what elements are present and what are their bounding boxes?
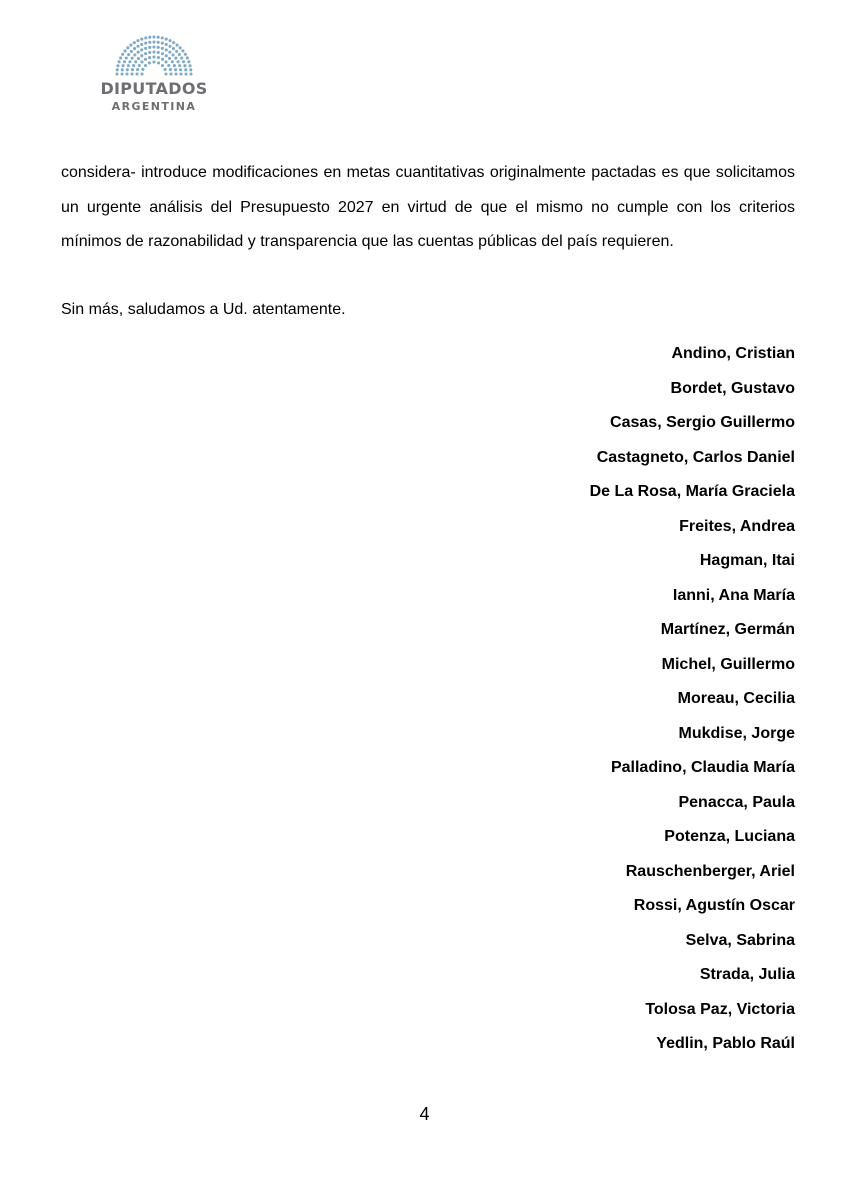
hemicycle-seat-dot	[168, 45, 171, 48]
signatory-name: Bordet, Gustavo	[670, 379, 795, 397]
hemicycle-seat-dot	[148, 41, 151, 44]
hemicycle-seat-dot	[148, 51, 151, 54]
closing-salutation: Sin más, saludamos a Ud. atentamente.	[61, 301, 346, 318]
hemicycle-seat-dot	[138, 64, 141, 67]
hemicycle-seat-dot	[174, 57, 177, 60]
hemicycle-seat-dot	[140, 43, 143, 46]
hemicycle-seat-dot	[123, 60, 126, 63]
hemicycle-seat-dot	[165, 54, 168, 57]
hemicycle-seat-dot	[178, 53, 181, 56]
hemicycle-seat-dot	[164, 60, 167, 63]
hemicycle-seat-dot	[187, 60, 190, 63]
hemicycle-seat-dot	[164, 68, 167, 71]
hemicycle-seat-dot	[127, 64, 130, 67]
signatory-name: Palladino, Claudia María	[610, 759, 795, 776]
hemicycle-seat-dot	[136, 39, 139, 42]
hemicycle-seat-dot	[184, 53, 187, 56]
hemicycle-seat-dot	[136, 68, 139, 71]
hemicycle-seat-dot	[148, 61, 151, 64]
hemicycle-seat-dot	[144, 36, 147, 39]
hemicycle-seat-dot	[165, 48, 168, 51]
hemicycle-seat-dot	[184, 72, 187, 75]
signatory-name: Michel, Guillermo	[661, 655, 795, 673]
hemicycle-seat-dot	[116, 68, 119, 71]
hemicycle-seat-dot	[169, 39, 172, 42]
hemicycle-seat-dot	[171, 60, 174, 63]
hemicycle-seat-dot	[165, 43, 168, 46]
signatory-name: Rossi, Agustín Oscar	[633, 897, 795, 914]
hemicycle-seat-dot	[141, 68, 144, 71]
hemicycle-seat-dot	[140, 54, 143, 57]
signatory-name: Mukdise, Jorge	[678, 724, 795, 742]
signatory-name: Penacca, Paula	[678, 793, 795, 811]
hemicycle-seat-dot	[133, 53, 136, 56]
hemicycle-seat-dot	[152, 35, 155, 38]
hemicycle-seat-dot	[140, 38, 143, 41]
hemicycle-seat-dot	[144, 52, 147, 55]
hemicycle-seat-dot	[130, 72, 133, 75]
hemicycle-seat-dot	[172, 47, 175, 50]
hemicycle-seat-dot	[130, 50, 133, 53]
hemicycle-seat-dot	[133, 47, 136, 50]
hemicycle-seat-dot	[161, 64, 164, 67]
hemicycle-seat-dot	[131, 57, 134, 60]
hemicycle-seat-dot	[132, 64, 135, 67]
hemicycle-seat-dot	[136, 45, 139, 48]
hemicycle-seat-dot	[140, 60, 143, 63]
logo-title: DIPUTADOS	[100, 79, 208, 98]
hemicycle-seat-dot	[179, 68, 182, 71]
signatories-list	[590, 337, 795, 1062]
diputados-argentina-logo	[98, 30, 210, 118]
hemicycle-seat-dot	[129, 44, 132, 47]
hemicycle-seat-dot	[131, 68, 134, 71]
hemicycle-seat-dot	[172, 53, 175, 56]
hemicycle-seat-dot	[176, 44, 179, 47]
hemicycle-icon	[98, 30, 210, 86]
hemicycle-seat-dot	[140, 72, 143, 75]
hemicycle-seat-dot	[125, 56, 128, 59]
logo-subtitle: ARGENTINA	[111, 100, 197, 113]
hemicycle-seat-dot	[174, 68, 177, 71]
signatory-name: Casas, Sergio Guillermo	[610, 414, 795, 431]
hemicycle-seat-dot	[126, 46, 129, 49]
hemicycle-seat-dot	[127, 53, 130, 56]
hemicycle-seat-dot	[140, 48, 143, 51]
hemicycle-seat-dot	[169, 68, 172, 71]
signatory-name: Freites, Andrea	[679, 517, 795, 535]
hemicycle-seat-dot	[157, 36, 160, 39]
hemicycle-seat-dot	[124, 49, 127, 52]
signatory-name: Hagman, Itai	[699, 552, 795, 569]
hemicycle-seat-dot	[161, 47, 164, 50]
hemicycle-seat-dot	[184, 68, 187, 71]
hemicycle-seat-dot	[152, 55, 155, 58]
hemicycle-seat-dot	[179, 46, 182, 49]
hemicycle-seat-dot	[165, 38, 168, 41]
hemicycle-seat-dot	[189, 64, 192, 67]
hemicycle-seat-dot	[161, 52, 164, 55]
hemicycle-seat-dot	[186, 56, 189, 59]
hemicycle-seat-dot	[152, 40, 155, 43]
hemicycle-seat-dot	[157, 46, 160, 49]
hemicycle-seat-dot	[180, 56, 183, 59]
hemicycle-seat-dot	[134, 60, 137, 63]
hemicycle-seat-dot	[157, 51, 160, 54]
signatory-name: Selva, Sabrina	[685, 931, 795, 949]
signatory-name: Castagneto, Carlos Daniel	[596, 448, 795, 466]
hemicycle-seat-dot	[137, 51, 140, 54]
signatory-name: Yedlin, Pablo Raúl	[656, 1035, 795, 1052]
hemicycle-seat-dot	[181, 49, 184, 52]
hemicycle-seat-dot	[189, 72, 192, 75]
hemicycle-seat-dot	[164, 72, 167, 75]
hemicycle-seat-dot	[119, 56, 122, 59]
hemicycle-seat-dot	[168, 51, 171, 54]
hemicycle-seat-dot	[148, 36, 151, 39]
hemicycle-seat-dot	[189, 68, 192, 71]
hemicycle-seat-dot	[125, 72, 128, 75]
hemicycle-seat-dot	[183, 64, 186, 67]
hemicycle-seat-dot	[161, 42, 164, 45]
hemicycle-seat-dot	[152, 50, 155, 53]
hemicycle-seat-dot	[179, 72, 182, 75]
hemicycle-seat-dot	[174, 72, 177, 75]
body-paragraph: considera- introduce modificaciones en metas cuantitativas originalmente pactadas es que solicitamos un urgente análisis del Presupuesto 2027 en virtud de que el mismo no cumple con los criterios mínimos de razonabilidad y transparencia que las cuentas públicas del país requieren.	[61, 164, 795, 250]
hemicycle-seat-dot	[167, 64, 170, 67]
hemicycle-seat-dot	[182, 60, 185, 63]
hemicycle-seat-dot	[157, 61, 160, 64]
hemicycle-seat-dot	[169, 72, 172, 75]
signatory-name: Strada, Julia	[699, 966, 795, 983]
hemicycle-seat-dot	[116, 64, 119, 67]
hemicycle-seat-dot	[144, 64, 147, 67]
hemicycle-seat-dot	[178, 64, 181, 67]
hemicycle-seat-dot	[128, 60, 131, 63]
hemicycle-seat-dot	[157, 56, 160, 59]
signatory-name: Ianni, Ana María	[672, 586, 795, 604]
hemicycle-seat-dot	[161, 36, 164, 39]
hemicycle-seat-dot	[144, 47, 147, 50]
hemicycle-seat-dot	[168, 57, 171, 60]
signatory-name: Martínez, Germán	[660, 621, 795, 638]
signatory-name: Rauschenberger, Ariel	[625, 862, 795, 880]
hemicycle-seat-dot	[175, 50, 178, 53]
hemicycle-seat-dot	[115, 72, 118, 75]
hemicycle-seat-dot	[126, 68, 129, 71]
hemicycle-seat-dot	[152, 60, 155, 63]
signatory-name: Potenza, Luciana	[664, 828, 795, 845]
hemicycle-seat-dot	[157, 41, 160, 44]
hemicycle-seat-dot	[172, 41, 175, 44]
hemicycle-seat-dot	[122, 64, 125, 67]
hemicycle-seat-dot	[121, 68, 124, 71]
page-number: 4	[419, 1104, 430, 1124]
hemicycle-seat-dot	[135, 72, 138, 75]
hemicycle-seat-dot	[173, 64, 176, 67]
hemicycle-seat-dot	[161, 58, 164, 61]
hemicycle-seat-dot	[148, 46, 151, 49]
signatory-name: Moreau, Cecilia	[677, 690, 795, 707]
hemicycle-seat-dot	[120, 72, 123, 75]
hemicycle-seat-dot	[152, 45, 155, 48]
hemicycle-seat-dot	[144, 58, 147, 61]
hemicycle-seat-dot	[148, 56, 151, 59]
hemicycle-seat-dot	[137, 57, 140, 60]
hemicycle-seat-dot	[121, 53, 124, 56]
signatory-name: De La Rosa, María Graciela	[589, 483, 795, 500]
signatory-name: Andino, Cristian	[671, 345, 795, 362]
hemicycle-seat-dot	[118, 60, 121, 63]
signatory-name: Tolosa Paz, Victoria	[645, 1000, 795, 1018]
hemicycle-seat-dot	[133, 41, 136, 44]
hemicycle-seat-dot	[177, 60, 180, 63]
hemicycle-seat-dot	[144, 42, 147, 45]
